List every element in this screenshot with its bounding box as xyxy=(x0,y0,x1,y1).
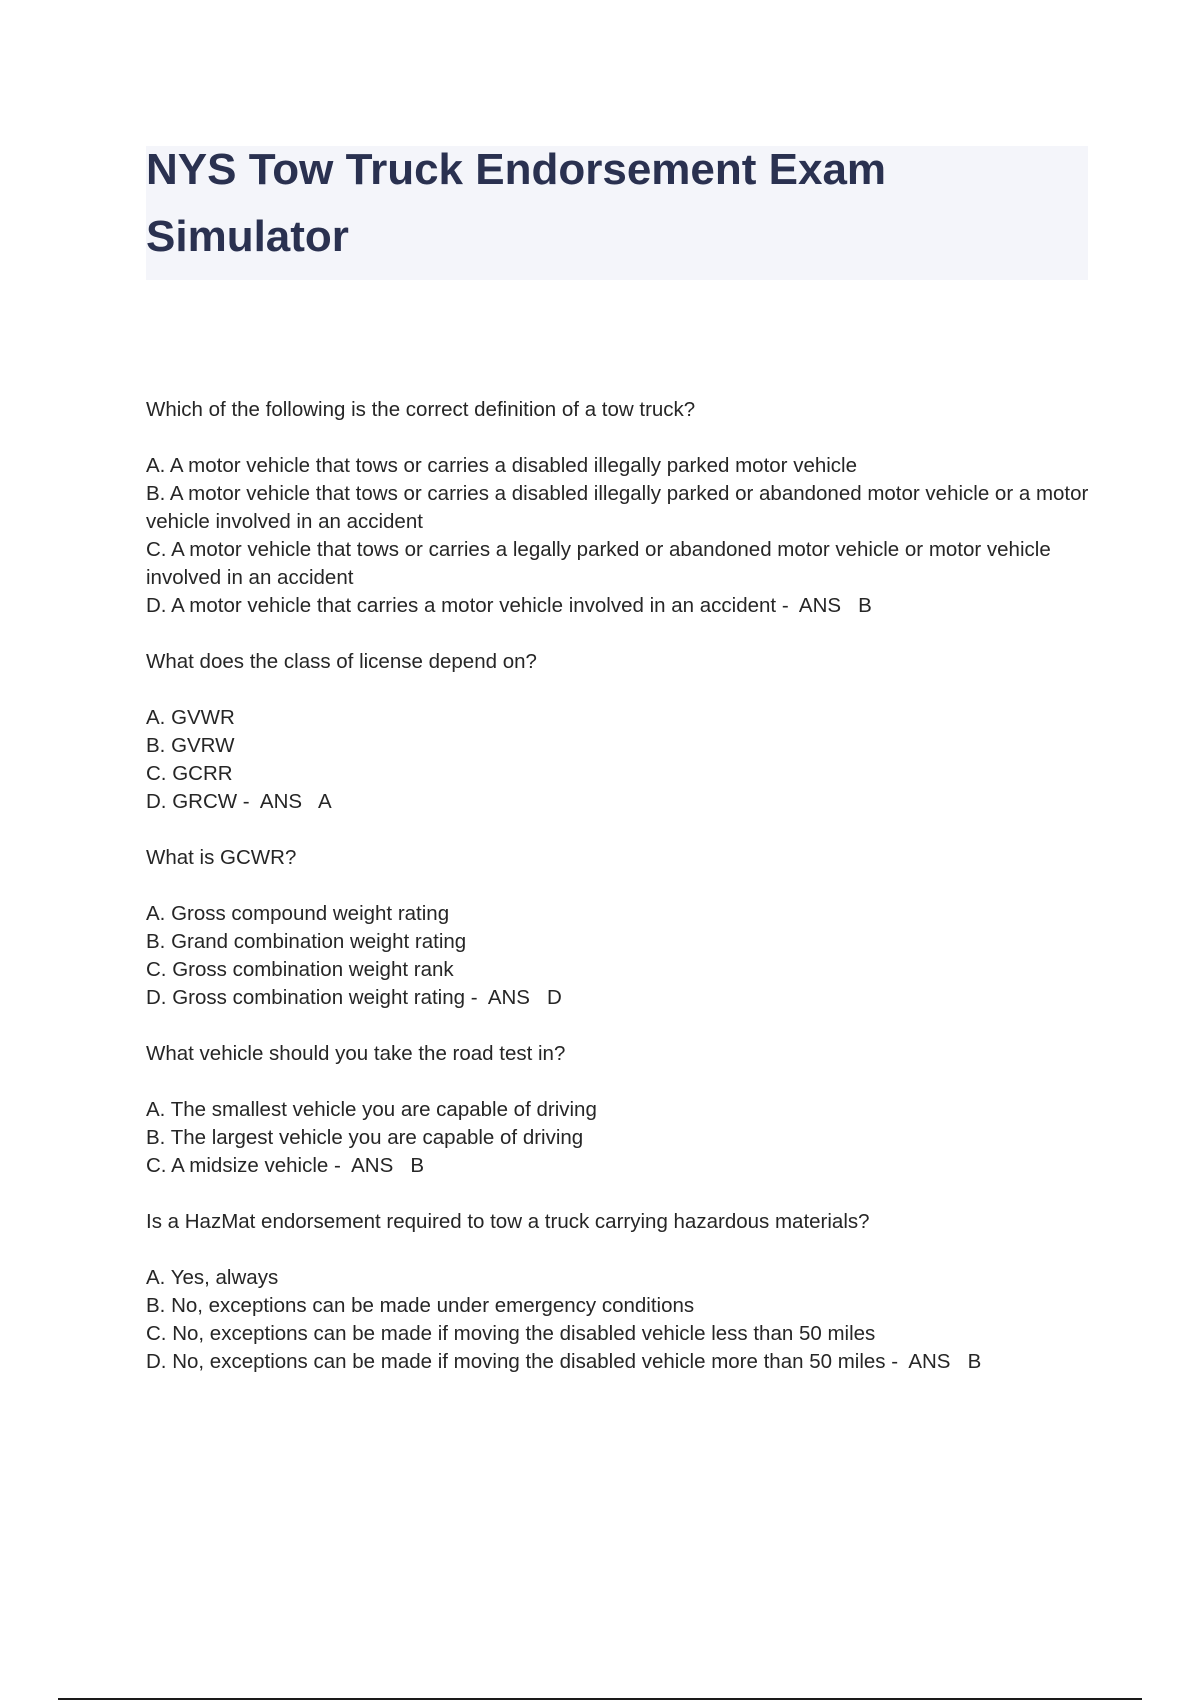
question-text: Which of the following is the correct definition of a tow truck? xyxy=(146,398,696,421)
option-list xyxy=(146,900,1091,1012)
option-text: B. No, exceptions can be made under emergency conditions xyxy=(146,1294,695,1317)
page-title: NYS Tow Truck Endorsement Exam Simulator xyxy=(146,145,887,261)
option-text: A. Gross compound weight rating xyxy=(146,902,450,925)
question-text: Is a HazMat endorsement required to tow a truck carrying hazardous materials? xyxy=(146,1210,870,1233)
option-item xyxy=(146,1348,1091,1376)
question-block xyxy=(146,1040,1091,1180)
option-text: C. Gross combination weight rank xyxy=(146,958,454,981)
option-item xyxy=(146,900,1091,928)
option-text: C. GCRR xyxy=(146,762,233,785)
answer-key: - ANS B xyxy=(328,1154,425,1177)
option-text: D. A motor vehicle that carries a motor vehicle involved in an accident xyxy=(146,594,777,617)
option-item xyxy=(146,592,1091,620)
option-item xyxy=(146,956,1091,984)
option-item xyxy=(146,732,1091,760)
option-item xyxy=(146,788,1091,816)
option-text: B. GVRW xyxy=(146,734,235,757)
question-list xyxy=(146,396,1091,1404)
option-text: D. GRCW xyxy=(146,790,238,813)
answer-key: - ANS A xyxy=(237,790,332,813)
option-item xyxy=(146,1264,1091,1292)
option-text: C. A motor vehicle that tows or carries a legally parked or abandoned motor vehicle or motor vehicle involved in an accident xyxy=(146,538,1051,589)
option-item xyxy=(146,928,1091,956)
option-text: C. No, exceptions can be made if moving the disabled vehicle less than 50 miles xyxy=(146,1322,876,1345)
option-item xyxy=(146,984,1091,1012)
question-text: What is GCWR? xyxy=(146,846,297,869)
question-block xyxy=(146,648,1091,816)
option-text: D. No, exceptions can be made if moving the disabled vehicle more than 50 miles xyxy=(146,1350,886,1373)
option-item xyxy=(146,1292,1091,1320)
option-item xyxy=(146,452,1091,480)
answer-key: - ANS D xyxy=(465,986,562,1009)
option-item xyxy=(146,1124,1091,1152)
option-item xyxy=(146,704,1091,732)
question-block xyxy=(146,844,1091,1012)
option-text: B. A motor vehicle that tows or carries a disabled illegally parked or abandoned motor vehicle or a motor vehicle involved in an accident xyxy=(146,482,1089,533)
option-item xyxy=(146,536,1091,592)
answer-key: - ANS B xyxy=(885,1350,982,1373)
option-list xyxy=(146,1264,1091,1376)
option-item xyxy=(146,1320,1091,1348)
option-text: A. The smallest vehicle you are capable of driving xyxy=(146,1098,597,1121)
option-item xyxy=(146,760,1091,788)
question-block xyxy=(146,396,1091,620)
option-text: B. Grand combination weight rating xyxy=(146,930,467,953)
option-list xyxy=(146,704,1091,816)
question-text: What vehicle should you take the road test in? xyxy=(146,1042,566,1065)
option-item xyxy=(146,1152,1091,1180)
option-list xyxy=(146,452,1091,620)
option-item xyxy=(146,480,1091,536)
option-item xyxy=(146,1096,1091,1124)
answer-key: - ANS B xyxy=(776,594,872,617)
option-text: A. A motor vehicle that tows or carries a disabled illegally parked motor vehicle xyxy=(146,454,858,477)
question-block xyxy=(146,1208,1091,1376)
option-text: A. GVWR xyxy=(146,706,235,729)
question-text: What does the class of license depend on? xyxy=(146,650,537,673)
option-text: A. Yes, always xyxy=(146,1266,279,1289)
option-list xyxy=(146,1096,1091,1180)
option-text: C. A midsize vehicle xyxy=(146,1154,329,1177)
option-text: D. Gross combination weight rating xyxy=(146,986,466,1009)
option-text: B. The largest vehicle you are capable of driving xyxy=(146,1126,584,1149)
